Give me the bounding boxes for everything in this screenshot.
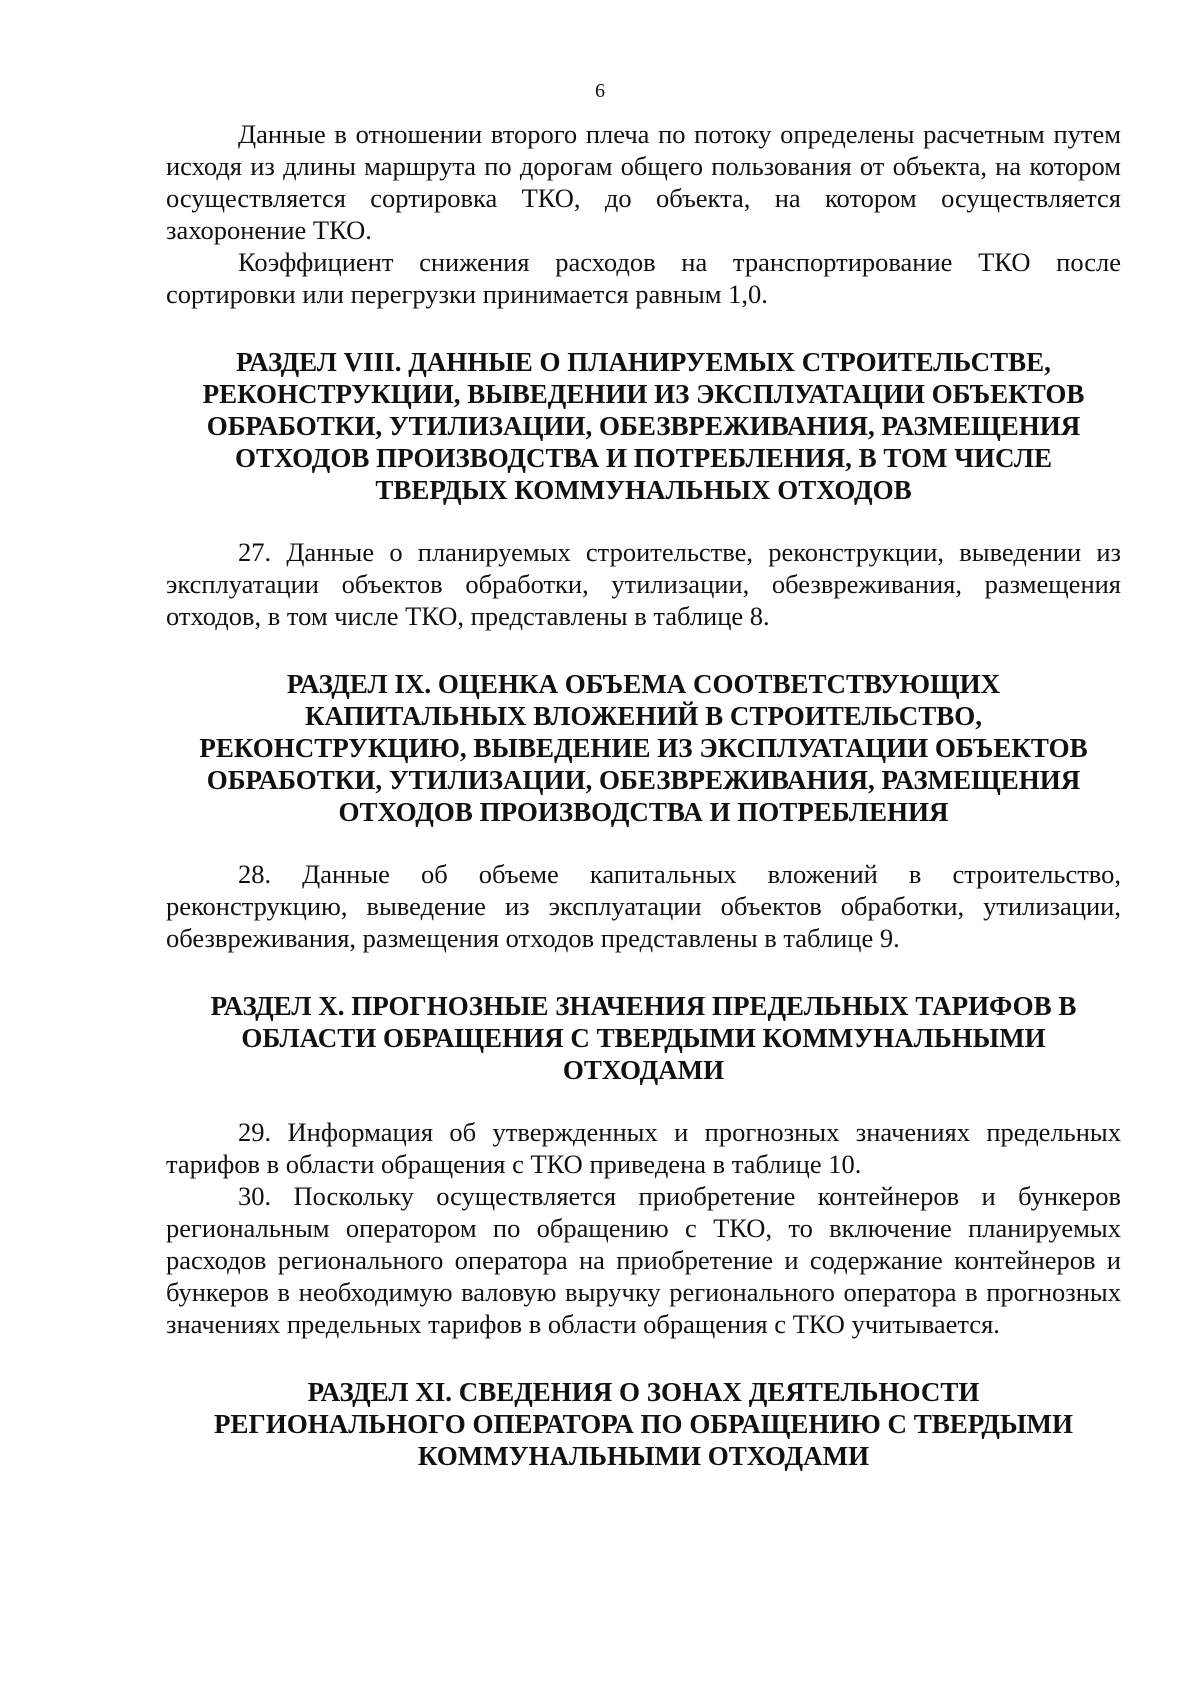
section-8-heading	[166, 346, 1121, 506]
paragraph-cost-reduction-coefficient: Коэффициент снижения расходов на транспортирование ТКО после сортировки или перегрузки принимается равным 1,0.	[166, 247, 1121, 309]
section-9-heading-line: КАПИТАЛЬНЫХ ВЛОЖЕНИЙ В СТРОИТЕЛЬСТВО,	[304, 701, 983, 731]
section-8-heading-line: РАЗДЕЛ VIII. ДАННЫЕ О ПЛАНИРУЕМЫХ СТРОИТЕЛЬСТВЕ,	[236, 347, 1051, 377]
section-11-heading	[166, 1376, 1121, 1472]
paragraph-30: 30. Поскольку осуществляется приобретение контейнеров и бункеров региональным оператором по обращению с ТКО, то включение планируемых расходов регионального оператора на приобретение и содержание контейнеров и бункеров в необходимую валовую выручку регионального оператора в прогнозных значениях предельных тарифов в области обращения с ТКО учитывается.	[166, 1181, 1121, 1339]
section-10-heading-line: ОТХОДАМИ	[562, 1055, 725, 1085]
paragraph-29: 29. Информация об утвержденных и прогнозных значениях предельных тарифов в области обращения с ТКО приведена в таблице 10.	[166, 1117, 1121, 1179]
section-10-heading-line: РАЗДЕЛ X. ПРОГНОЗНЫЕ ЗНАЧЕНИЯ ПРЕДЕЛЬНЫХ ТАРИФОВ В	[210, 991, 1077, 1021]
paragraph-28: 28. Данные об объеме капитальных вложений в строительство, реконструкцию, выведение из эксплуатации объектов обработки, утилизации, обезвреживания, размещения отходов представлены в таблице 9.	[166, 859, 1121, 953]
section-8-heading-line: ТВЕРДЫХ КОММУНАЛЬНЫХ ОТХОДОВ	[375, 475, 912, 505]
section-9-heading	[166, 668, 1121, 828]
section-11-heading-line: РАЗДЕЛ XI. СВЕДЕНИЯ О ЗОНАХ ДЕЯТЕЛЬНОСТИ	[307, 1377, 980, 1407]
paragraph-27: 27. Данные о планируемых строительстве, реконструкции, выведении из эксплуатации объектов обработки, утилизации, обезвреживания, размещения отходов, в том числе ТКО, представлены в таблице 8.	[166, 537, 1121, 631]
section-11-heading-line: РЕГИОНАЛЬНОГО ОПЕРАТОРА ПО ОБРАЩЕНИЮ С ТВЕРДЫМИ	[214, 1409, 1073, 1439]
page-content	[166, 118, 1121, 1472]
section-8-heading-line: РЕКОНСТРУКЦИИ, ВЫВЕДЕНИИ ИЗ ЭКСПЛУАТАЦИИ ОБЪЕКТОВ	[202, 379, 1085, 409]
section-9-heading-line: РАЗДЕЛ IX. ОЦЕНКА ОБЪЕМА СООТВЕТСТВУЮЩИХ	[286, 669, 1001, 699]
section-9-heading-line: ОТХОДОВ ПРОИЗВОДСТВА И ПОТРЕБЛЕНИЯ	[338, 797, 949, 827]
paragraph-second-leg-data: Данные в отношении второго плеча по потоку определены расчетным путем исходя из длины маршрута по дорогам общего пользования от объекта, на котором осуществляется сортировка ТКО, до объекта, на котором осуществляется захоронение ТКО.	[166, 119, 1121, 245]
page-number: 6	[595, 80, 605, 102]
section-9-heading-line: ОБРАБОТКИ, УТИЛИЗАЦИИ, ОБЕЗВРЕЖИВАНИЯ, РАЗМЕЩЕНИЯ	[206, 765, 1081, 795]
section-10-heading-line: ОБЛАСТИ ОБРАЩЕНИЯ С ТВЕРДЫМИ КОММУНАЛЬНЫМИ	[241, 1023, 1046, 1053]
section-11-heading-line: КОММУНАЛЬНЫМИ ОТХОДАМИ	[417, 1441, 870, 1471]
section-10-heading	[166, 990, 1121, 1086]
section-9-heading-line: РЕКОНСТРУКЦИЮ, ВЫВЕДЕНИЕ ИЗ ЭКСПЛУАТАЦИИ ОБЪЕКТОВ	[199, 733, 1088, 763]
section-8-heading-line: ОТХОДОВ ПРОИЗВОДСТВА И ПОТРЕБЛЕНИЯ, В ТОМ ЧИСЛЕ	[234, 443, 1052, 473]
section-8-heading-line: ОБРАБОТКИ, УТИЛИЗАЦИИ, ОБЕЗВРЕЖИВАНИЯ, РАЗМЕЩЕНИЯ	[206, 411, 1081, 441]
